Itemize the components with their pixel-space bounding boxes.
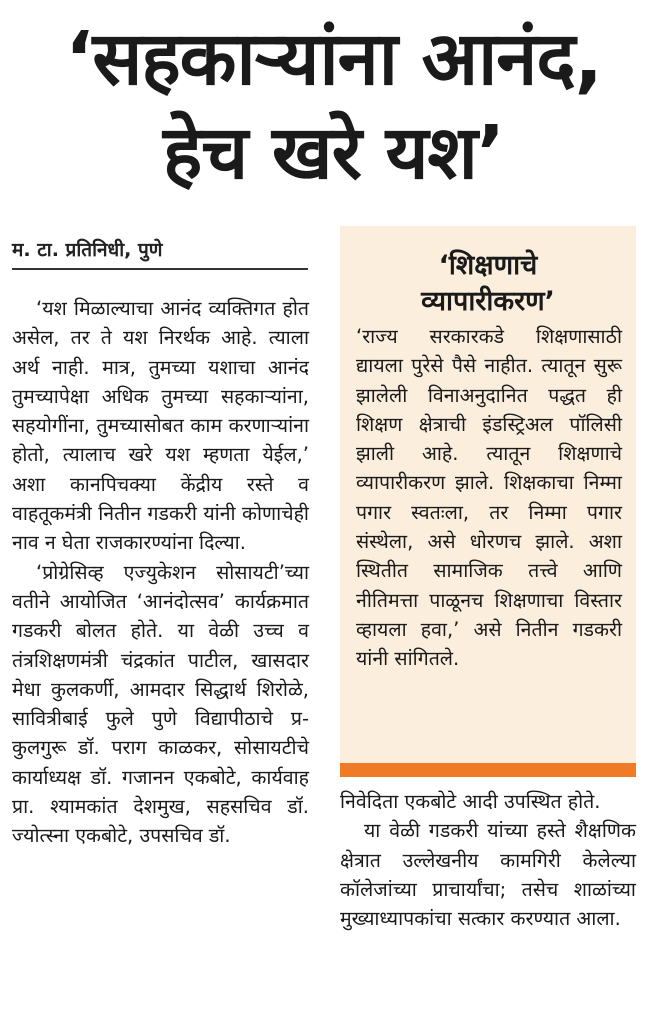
sidebar-title-line-2: व्यापारीकरण’ (421, 286, 555, 317)
byline: म. टा. प्रतिनिधी, पुणे (12, 236, 308, 270)
sidebar-body: ‘राज्य सरकारकडे शिक्षणासाठी द्यायला पुरेसे पैसे नाहीत. त्यातून सुरू झालेली विनाअनुदानित पद्धत ही शिक्षण क्षेत्राची इंडस्ट्रिअल पॉलिसी झाली आहे. त्यातून शिक्षणाचे व्यापारीकरण झाले. शिक्षकाचा निम्मा पगार स्वतःला, तर निम्मा पगार संस्थेला, असे धोरणच झाले. अशा स्थितीत सामाजिक तत्त्वे आणि नीतिमत्ता पाळूनच शिक्षणाचा विस्तार व्हायला हवा,’ असे नितीन गडकरी यांनी सांगितले. (356, 325, 622, 671)
sidebar-title-line-1: ‘शिक्षणाचे (438, 250, 538, 281)
left-column (12, 294, 309, 851)
left-paragraph-1: ‘यश मिळाल्याचा आनंद व्यक्तिगत होत असेल, तर ते यश निरर्थक आहे. त्याला अर्थ नाही. मात्र, तुमच्या यशाचा आनंद तुमच्यापेक्षा अधिक तुमच्या सहकाऱ्यांना, सहयोगींना, तुमच्यासोबत काम करणाऱ्यांना होतो, त्यालाच खरे यश म्हणता येईल,’ अशा कानपिचक्या केंद्रीय रस्ते व वाहतूकमंत्री नितीन गडकरी यांनी कोणाचेही नाव न घेता राजकारण्यांना दिल्या. (12, 297, 309, 555)
headline (0, 12, 667, 200)
sidebar-title (340, 248, 636, 320)
right-paragraph-2: या वेळी गडकरी यांच्या हस्ते शैक्षणिक क्षेत्रात उल्लेखनीय कामगिरी केलेल्या कॉलेजांच्या प्राचार्यांचा; तसेच शाळांच्या मुख्याध्यापकांचा सत्कार करण्यात आला. (340, 819, 636, 931)
headline-line-2: हेच खरे यश’ (163, 110, 504, 196)
right-column (340, 787, 636, 933)
right-paragraph-1: निवेदिता एकबोटे आदी उपस्थित होते. (340, 790, 601, 813)
headline-line-1: ‘सहकाऱ्यांना आनंद, (65, 16, 602, 102)
sidebar-box (340, 226, 636, 763)
left-paragraph-2: ‘प्रोग्रेसिव्ह एज्युकेशन सोसायटी’च्या वतीने आयोजित ‘आनंदोत्सव’ कार्यक्रमात गडकरी बोलत होते. या वेळी उच्च व तंत्रशिक्षणमंत्री चंद्रकांत पाटील, खासदार मेधा कुलकर्णी, आमदार सिद्धार्थ शिरोळे, सावित्रीबाई फुले पुणे विद्यापीठाचे प्र-कुलगुरू डॉ. पराग काळकर, सोसायटीचे कार्याध्यक्ष डॉ. गजानन एकबोटे, कार्यवाह प्रा. श्यामकांत देशमुख, सहसचिव डॉ. ज्योत्स्ना एकबोटे, उपसचिव डॉ. (12, 560, 309, 848)
divider-bar (340, 763, 636, 777)
